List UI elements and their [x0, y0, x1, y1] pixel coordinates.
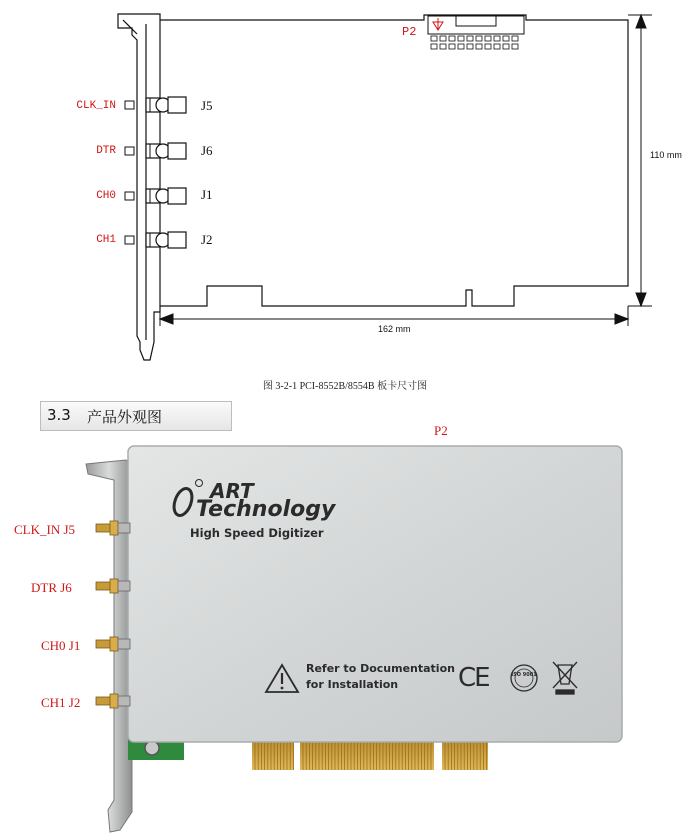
sma-connector-1 [96, 521, 130, 535]
section-number: 3.3 [47, 406, 71, 424]
p2-header [428, 16, 524, 49]
photo-label-dtr: DTR J6 [31, 580, 72, 595]
sma-connector-3 [96, 637, 130, 651]
sma-connector-2 [96, 579, 130, 593]
section-heading-box [40, 401, 232, 431]
notice-line-1: Refer to Documentation [306, 662, 455, 675]
drawing-connector-4 [125, 232, 186, 248]
photo-label-ch1: CH1 J2 [41, 695, 81, 710]
drawing-label-ch1: CH1 [96, 234, 116, 246]
width-dimension-text: 162 mm [378, 324, 411, 334]
board-photo [0, 440, 690, 839]
board-dimension-drawing [0, 0, 690, 370]
height-dimension-text: 110 mm [650, 150, 682, 160]
drawing-label-dtr: DTR [96, 145, 116, 157]
section-title: 产品外观图 [87, 408, 163, 426]
drawing-jack-j1: J1 [201, 187, 213, 202]
figure-caption: 图 3-2-1 PCI-8552B/8554B 板卡尺寸图 [262, 381, 428, 392]
sma-connector-4 [96, 694, 130, 708]
drawing-connector-1 [125, 97, 186, 113]
p2-photo-label: P2 [434, 423, 448, 438]
p2-drawing-label: P2 [402, 25, 417, 39]
height-dimension-line [628, 15, 652, 306]
drawing-connector-2 [125, 143, 186, 159]
board-outline [160, 15, 628, 306]
mounting-screw [145, 741, 159, 755]
drawing-label-clk-in: CLK_IN [76, 100, 116, 112]
width-dimension-line [160, 306, 628, 326]
tagline: High Speed Digitizer [190, 526, 324, 540]
gold-fingers [252, 738, 488, 770]
metal-shield-cover [128, 446, 622, 742]
ce-mark: CE [458, 663, 489, 693]
drawing-label-ch0: CH0 [96, 190, 116, 202]
photo-label-clk-in: CLK_IN J5 [14, 522, 76, 537]
drawing-jack-j6: J6 [201, 143, 213, 158]
notice-line-2: for Installation [306, 678, 399, 691]
logo-brand: ART [210, 479, 254, 503]
iso-mark-text: ISO 9001 [511, 672, 537, 678]
drawing-connector-3 [125, 188, 186, 204]
logo-sub: Technology [196, 497, 336, 522]
drawing-jack-j5: J5 [201, 98, 213, 113]
mounting-bracket-outline [118, 14, 160, 360]
photo-label-ch0: CH0 J1 [41, 638, 81, 653]
drawing-jack-j2: J2 [201, 232, 213, 247]
